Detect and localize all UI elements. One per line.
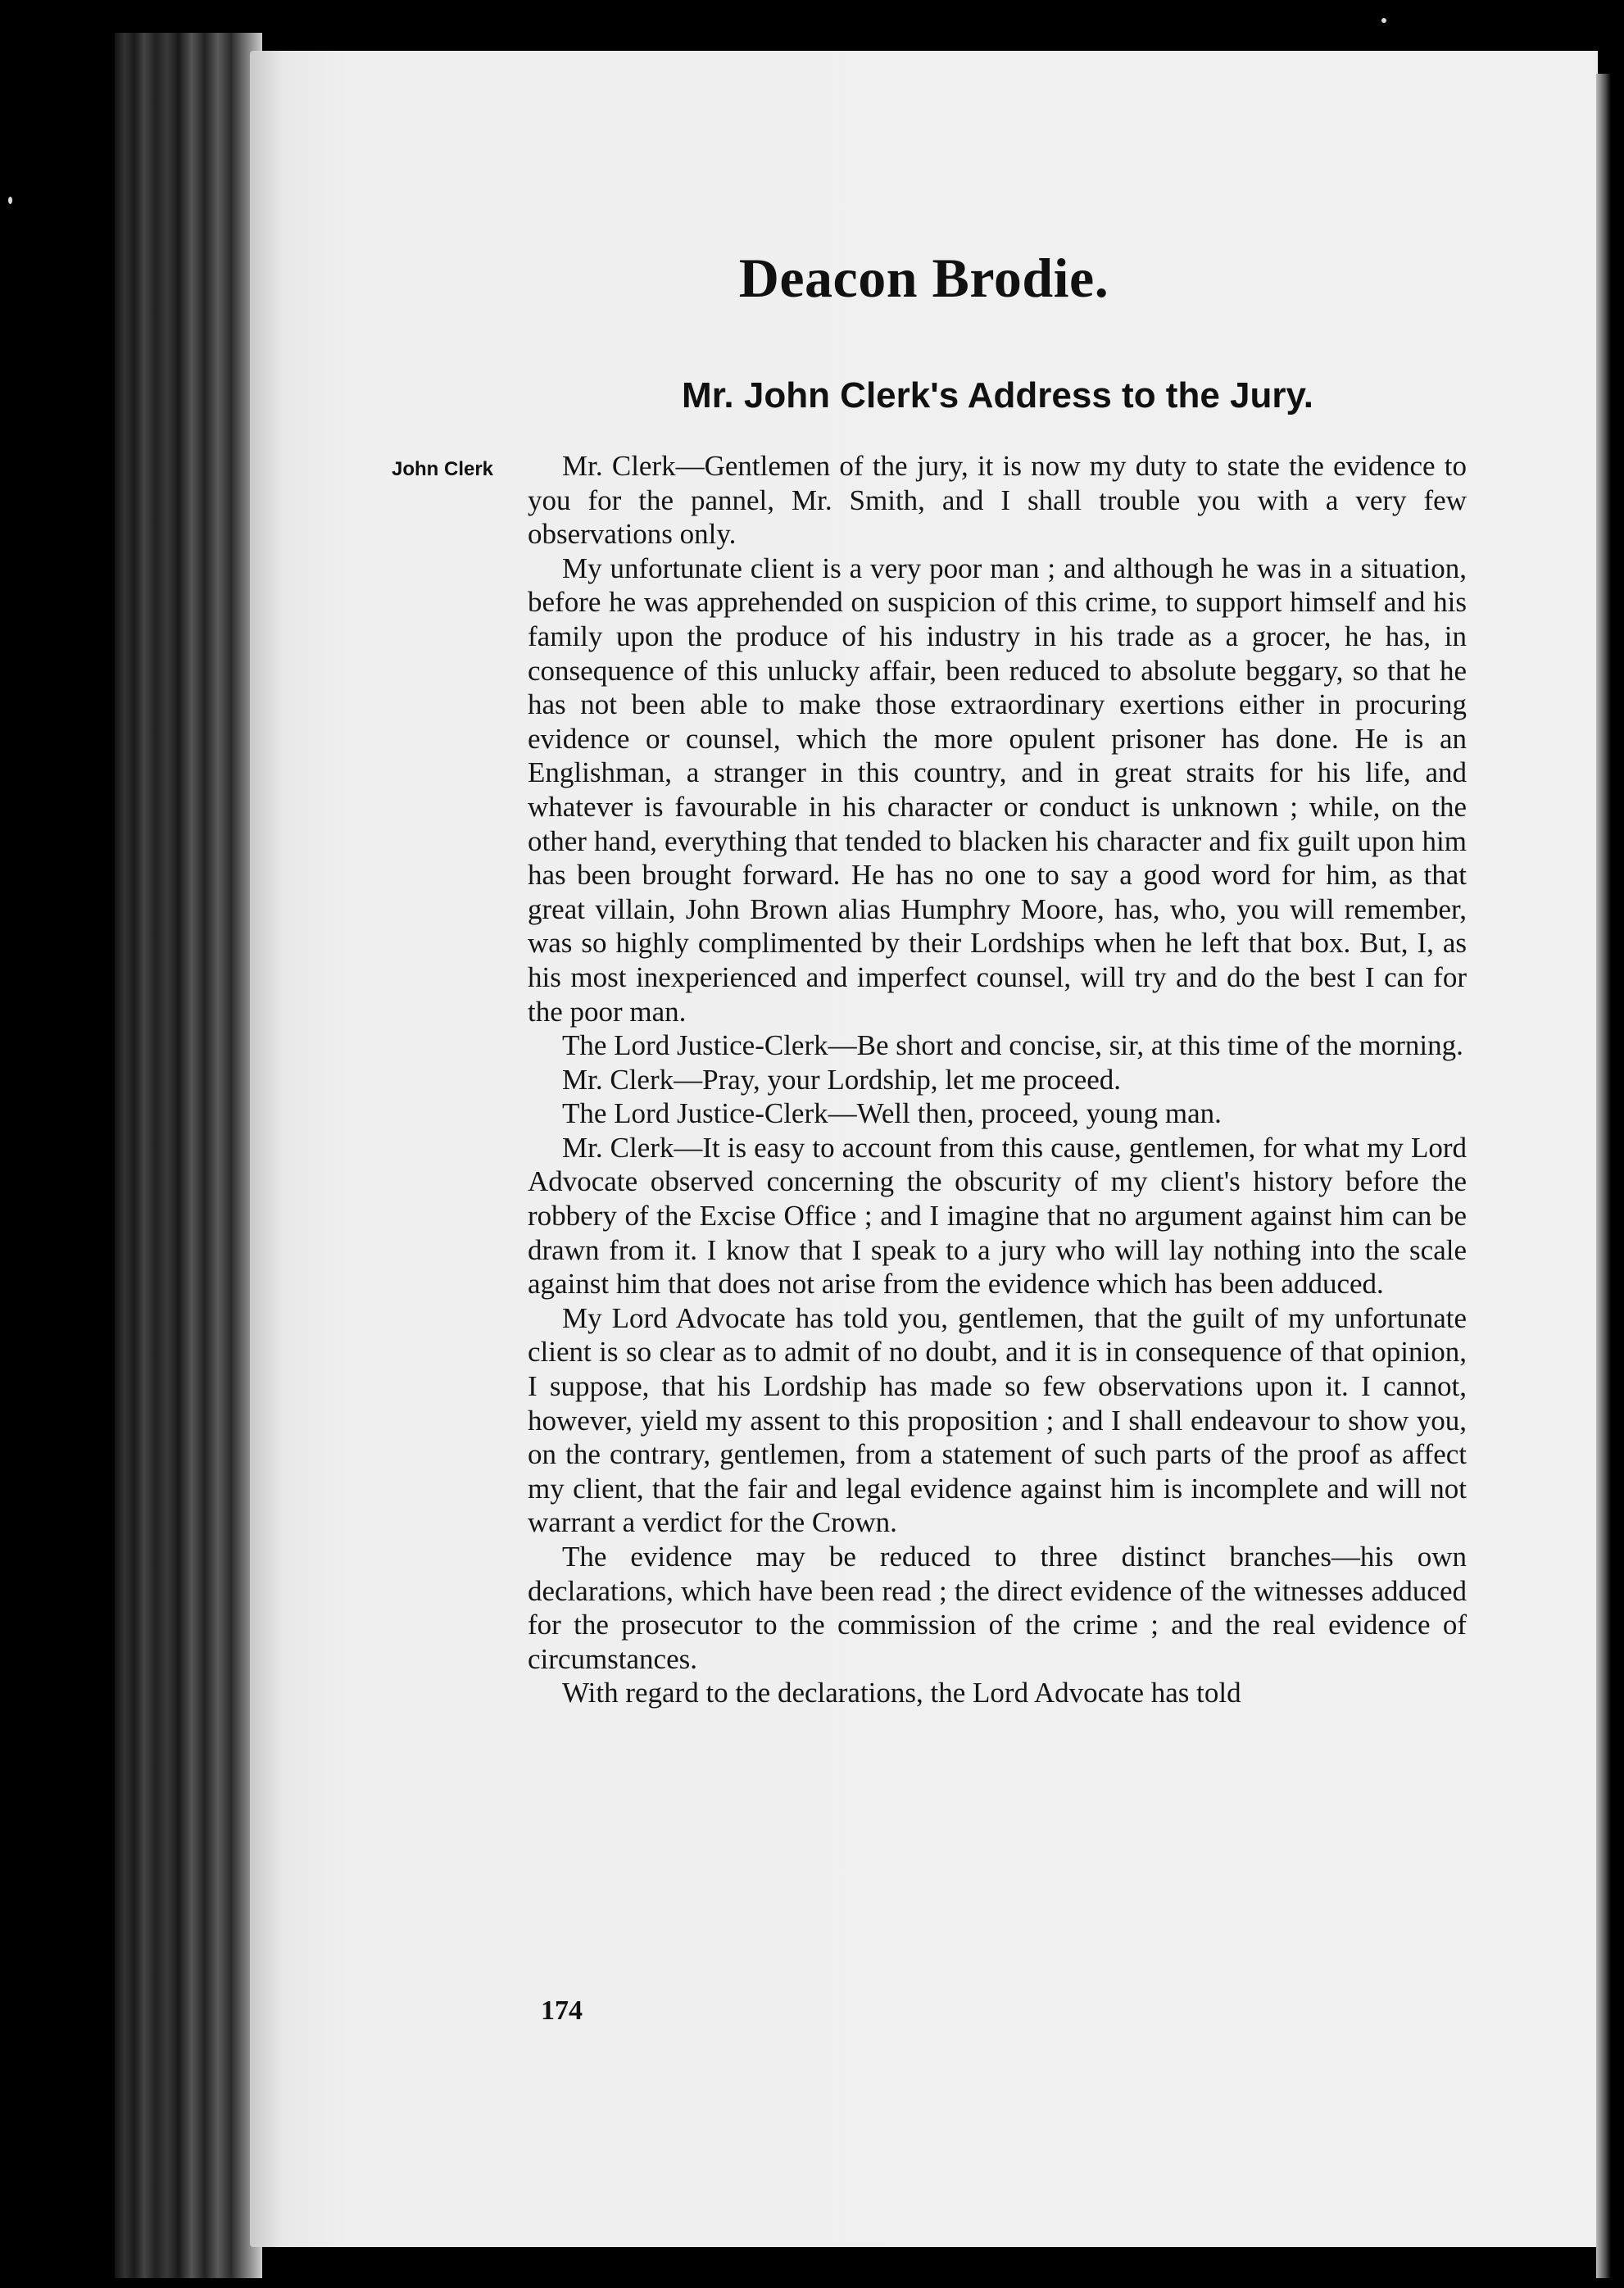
page-number: 174	[541, 1995, 583, 2026]
running-title: Deacon Brodie.	[738, 247, 1109, 309]
margin-note: John Clerk	[392, 458, 494, 480]
section-heading: Mr. John Clerk's Address to the Jury.	[682, 375, 1313, 415]
paragraph: The Lord Justice-Clerk—Be short and concise, sir, at this time of the morning.	[562, 1029, 1463, 1062]
paragraph: The evidence may be reduced to three distinct branches—his own declarations, which have been read ; the direct evidence of the witnesses adduced for the prosecutor to the commission of the crime ; and the real evidence of circumstances.	[528, 1541, 1467, 1675]
book-spine	[115, 33, 262, 2278]
paragraph: Mr. Clerk—Pray, your Lordship, let me proceed.	[562, 1063, 1122, 1096]
dust-speck	[1381, 18, 1386, 23]
paragraph: The Lord Justice-Clerk—Well then, proceed, young man.	[562, 1097, 1222, 1130]
paragraph: Mr. Clerk—Gentlemen of the jury, it is now my duty to state the evidence to you for the pannel, Mr. Smith, and I shall trouble you with a very few observations only.	[528, 450, 1467, 551]
dust-speck	[8, 197, 12, 204]
paragraph: Mr. Clerk—It is easy to account from this cause, gentlemen, for what my Lord Advocate observed concerning the obscurity of my client's history before the robbery of the Excise Office ; and I imagine that no argument against him can be drawn from it. I know that I speak to a jury who will lay nothing into the scale against him that does not arise from the evidence which has been adduced.	[528, 1131, 1467, 1301]
paragraph: My Lord Advocate has told you, gentlemen, that the guilt of my unfortunate client is so clear as to admit of no doubt, and it is in consequence of that opinion, I suppose, that his Lordship has made so few observations upon it. I cannot, however, yield my assent to this proposition ; and I shall endeavour to show you, on the contrary, gentlemen, from a statement of such parts of the proof as affect my client, that the fair and legal evidence against him is incomplete and will not warrant a verdict for the Crown.	[528, 1301, 1467, 1539]
paragraph: My unfortunate client is a very poor man ; and although he was in a situation, before he was apprehended on suspicion of this crime, to support himself and his family upon the produce of his industry in his trade as a grocer, he has, in consequence of this unlucky affair, been reduced to absolute beggary, so that he has not been able to make those extraordinary exertions either in procuring evidence or counsel, which the more opulent prisoner has done. He is an Englishman, a stranger in this country, and in great straits for his life, and whatever is favourable in his character or conduct is unknown ; while, on the other hand, everything that tended to blacken his character and fix guilt upon him has been brought forward. He has no one to say a good word for him, as that great villain, John Brown alias Humphry Moore, has, who, you will remember, was so highly complimented by their Lordships when he left that box. But, I, as his most inexperienced and imperfect counsel, will try and do the best I can for the poor man.	[528, 552, 1467, 1028]
paragraph: With regard to the declarations, the Lord Advocate has told	[562, 1677, 1241, 1709]
body-text	[528, 449, 1467, 1710]
page-edge	[1596, 74, 1611, 2278]
